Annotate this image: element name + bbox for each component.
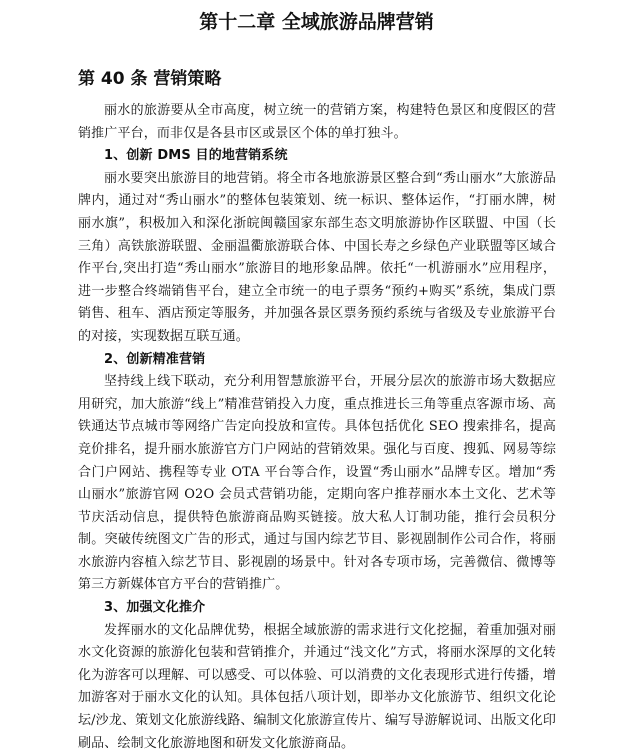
article-body bbox=[78, 100, 556, 755]
section-paragraph-culture-promotion: 发挥丽水的文化品牌优势，根据全域旅游的需求进行文化挖掘，着重加强对丽水文化资源的旅游化包装和营销推介，并通过“浅文化”方式，将丽水深厚的文化转化为游客可以理解、可以感受、可以体验、可以消费的文化表现形式进行传播，增加游客对于丽水文化的认知。具体包括八项计划，即举办文化旅游节、组织文化论坛/沙龙、策划文化旅游线路、编制文化旅游宣传片、编写导游解说词、出版文化印刷品、绘制文化旅游地图和研发文化旅游商品。 bbox=[78, 622, 556, 751]
section-heading-precision-marketing: 2、创新精准营销 bbox=[104, 351, 206, 367]
section-paragraph-precision-marketing: 坚持线上线下联动，充分利用智慧旅游平台，开展分层次的旅游市场大数据应用研究，加大旅游“线上”精准营销投入力度，重点推进长三角等重点客源市场、高铁通达节点城市等网络广告定向投放和宣传。具体包括优化 SEO 搜索排名，提高竞价排名，提升丽水旅游官方门户网站的营销效果。强化与百度、搜狐、网易等综合门户网站、携程等专业 OTA 平台等合作，设置“秀山丽水”品牌专区。增加“秀山丽水”旅游官网 O2O 会员式营销功能，定期向客户推荐丽水本土文化、艺术等节庆活动信息，提供特色旅游商品购买链接。放大私人订制功能，推行会员积分制。突破传统图文广告的形式，通过与国内综艺节目、影视剧制作公司合作，将丽水旅游内容植入综艺节目、影视剧的场景中。针对各专项市场，完善微信、微博等第三方新媒体官方平台的营销推广。 bbox=[78, 374, 556, 593]
section-paragraph-dms: 丽水要突出旅游目的地营销。将全市各地旅游景区整合到“秀山丽水”大旅游品牌内，通过对“秀山丽水”的整体包装策划、统一标识、整体运作，“打丽水牌，树丽水旗”，积极加入和深化浙皖闽赣国家东部生态文明旅游协作区联盟、中国（长三角）高铁旅游联盟、金丽温衢旅游联合体、中国长寿之乡绿色产业联盟等区域合作平台,突出打造“秀山丽水”旅游目的地形象品牌。依托“一机游丽水”应用程序，进一步整合终端销售平台，建立全市统一的电子票务“预约+购买”系统，集成门票销售、租车、酒店预定等服务，并加强各景区票务预约系统与省级及专业旅游平台的对接，实现数据互联互通。 bbox=[78, 170, 556, 344]
section-heading-dms: 1、创新 DMS 目的地营销系统 bbox=[104, 148, 288, 164]
chapter-title: 第十二章 全域旅游品牌营销 bbox=[199, 11, 434, 33]
intro-paragraph: 丽水的旅游要从全市高度，树立统一的营销方案，构建特色景区和度假区的营销推广平台，而非仅是各县市区或景区个体的单打独斗。 bbox=[78, 103, 556, 141]
article-heading: 第 40 条 营销策略 bbox=[78, 69, 222, 89]
section-heading-culture-promotion: 3、加强文化推介 bbox=[104, 600, 206, 616]
